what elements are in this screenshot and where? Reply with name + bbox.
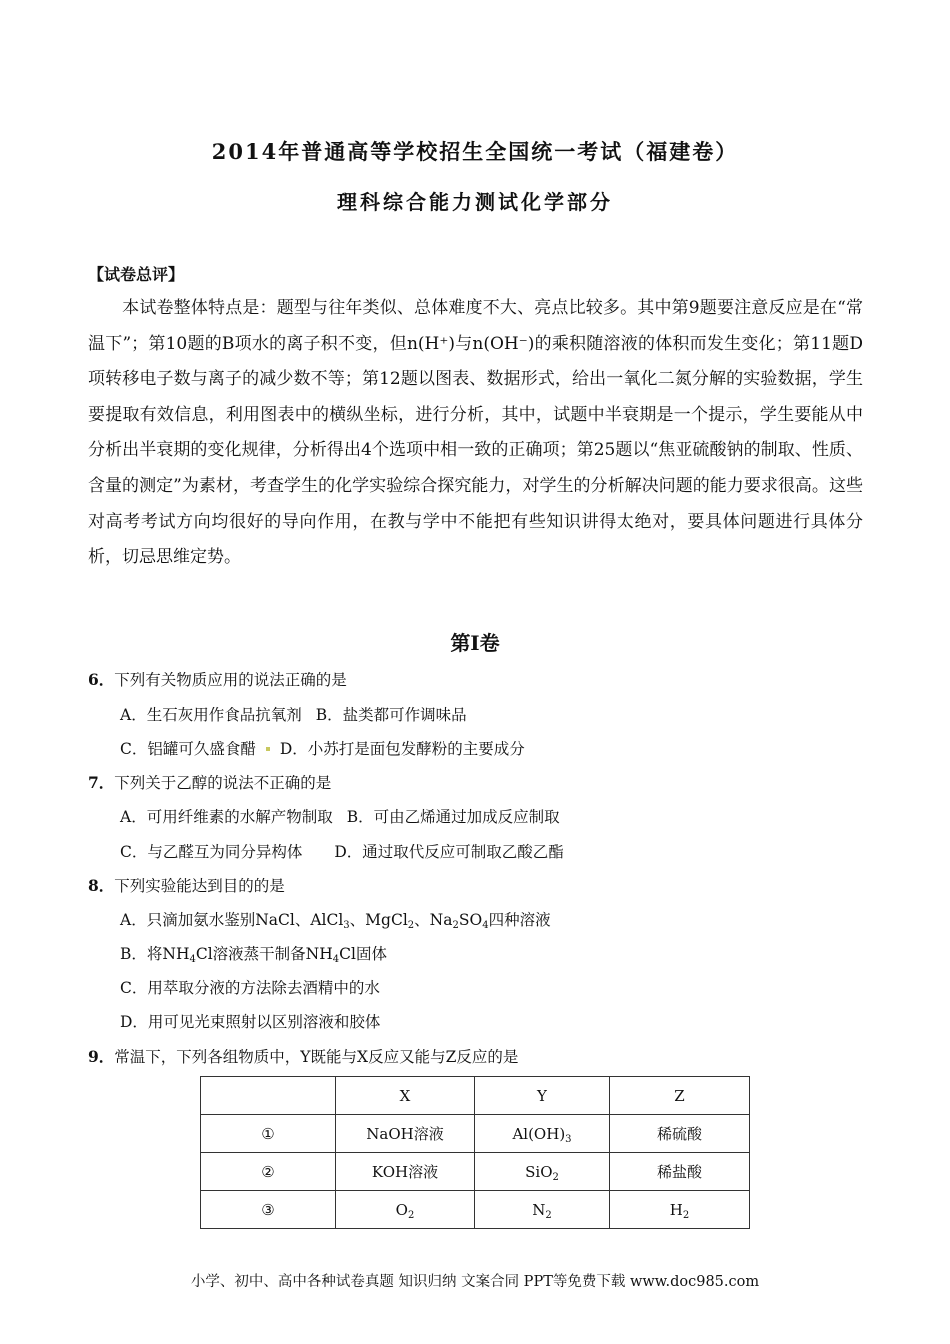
table-header: [201, 1077, 336, 1115]
table-header: X: [336, 1077, 475, 1115]
table-header: Z: [610, 1077, 750, 1115]
question-7: [88, 771, 331, 793]
question-stem: 下列有关物质应用的说法正确的是: [114, 671, 347, 689]
question-number: 6．: [88, 670, 115, 689]
table-cell: $Al(OH)_3$: [475, 1115, 610, 1153]
table-row: [201, 1191, 750, 1229]
exam-title: 2014年普通高等学校招生全国统一考试（福建卷）: [211, 139, 739, 164]
section-title: 第I卷: [450, 631, 500, 655]
option-d: D．用可见光束照射以区别溶液和胶体: [120, 1013, 381, 1031]
option-a: A．可用纤维素的水解产物制取: [120, 808, 333, 826]
option-a: A．只滴加氨水鉴别NaCl、AlCl$_3$、MgCl$_2$、$Na_2SO_4$四种溶液: [120, 911, 551, 931]
table-cell: 稀盐酸: [610, 1153, 750, 1191]
question-stem: 下列关于乙醇的说法不正确的是: [114, 774, 332, 792]
option-c: C．与乙醛互为同分异构体: [120, 843, 303, 861]
review-text: 本试卷整体特点是：题型与往年类似、总体难度不大、亮点比较多。其中第9题要注意反应是在“常温下”；第10题的B项水的离子积不变，但n(H⁺)与n(OH⁻)的乘积随溶液的体积而发生变化；第11题D项转移电子数与离子的减少数不等；第12题以图表、数据形式，给出一氧化二氮分解的实验数据，学生要提取有效信息，利用图表中的横纵坐标，进行分析，其中，试题中半衰期是一个提示，学生要能从中分析出半衰期的变化规律，分析得出4个选项中相一致的正确项；第25题以“焦亚硫酸钠的制取、性质、含量的测定”为素材，考查学生的化学实验综合探究能力，对学生的分析解决问题的能力要求很高。这些对高考考试方向均很好的导向作用，在教与学中不能把有些知识讲得太绝对，要具体问题进行具体分析，切忌思维定势。: [88, 298, 863, 568]
option-b: B．可由乙烯通过加成反应制取: [346, 808, 560, 826]
question-8: [88, 874, 285, 896]
option-c: C．铝罐可久盛食醋: [120, 740, 256, 758]
table-cell: KOH溶液: [336, 1153, 475, 1191]
table-cell: $O_2$: [336, 1191, 475, 1229]
table-cell: 稀硫酸: [610, 1115, 750, 1153]
question-number: 8．: [88, 876, 115, 895]
review-paragraph: [88, 291, 863, 576]
table-cell: ①: [201, 1115, 336, 1153]
table-cell: SiO$_2$: [475, 1153, 610, 1191]
table-header: Y: [475, 1077, 610, 1115]
q7-options-cd: [120, 840, 564, 862]
option-c: C．用萃取分液的方法除去酒精中的水: [120, 979, 380, 997]
page-footer: 小学、初中、高中各种试卷真题 知识归纳 文案合同 PPT等免费下载 www.doc985.com: [190, 1274, 760, 1290]
question-9: [88, 1045, 518, 1067]
question-number: 7．: [88, 773, 115, 792]
table-cell: ③: [201, 1191, 336, 1229]
question-stem: 下列实验能达到目的的是: [114, 877, 285, 895]
review-heading: 【试卷总评】: [88, 265, 185, 284]
stray-dot: [266, 747, 270, 751]
option-d: D．通过取代反应可制取乙酸乙酯: [334, 843, 564, 861]
table-cell: ②: [201, 1153, 336, 1191]
question-6: [88, 668, 347, 690]
reaction-table: [200, 1076, 750, 1229]
option-d: D．小苏打是面包发酵粉的主要成分: [279, 740, 525, 758]
table-row: [201, 1115, 750, 1153]
q7-options-ab: [120, 805, 560, 827]
table-cell: $N_2$: [475, 1191, 610, 1229]
question-number: 9．: [88, 1047, 115, 1066]
option-a: A．生石灰用作食品抗氧剂: [120, 706, 302, 724]
table-cell: $H_2$: [610, 1191, 750, 1229]
q6-options-cd: [120, 737, 525, 759]
table-cell: NaOH溶液: [336, 1115, 475, 1153]
option-b: B．将$NH_4Cl$溶液蒸干制备$NH_4Cl$固体: [120, 945, 387, 965]
table-header-row: [201, 1077, 750, 1115]
question-stem: 常温下，下列各组物质中，Y既能与X反应又能与Z反应的是: [114, 1048, 519, 1066]
exam-subtitle: 理科综合能力测试化学部分: [337, 190, 613, 214]
q6-options-ab: [120, 703, 467, 725]
table-row: [201, 1153, 750, 1191]
option-b: B．盐类都可作调味品: [315, 706, 467, 724]
